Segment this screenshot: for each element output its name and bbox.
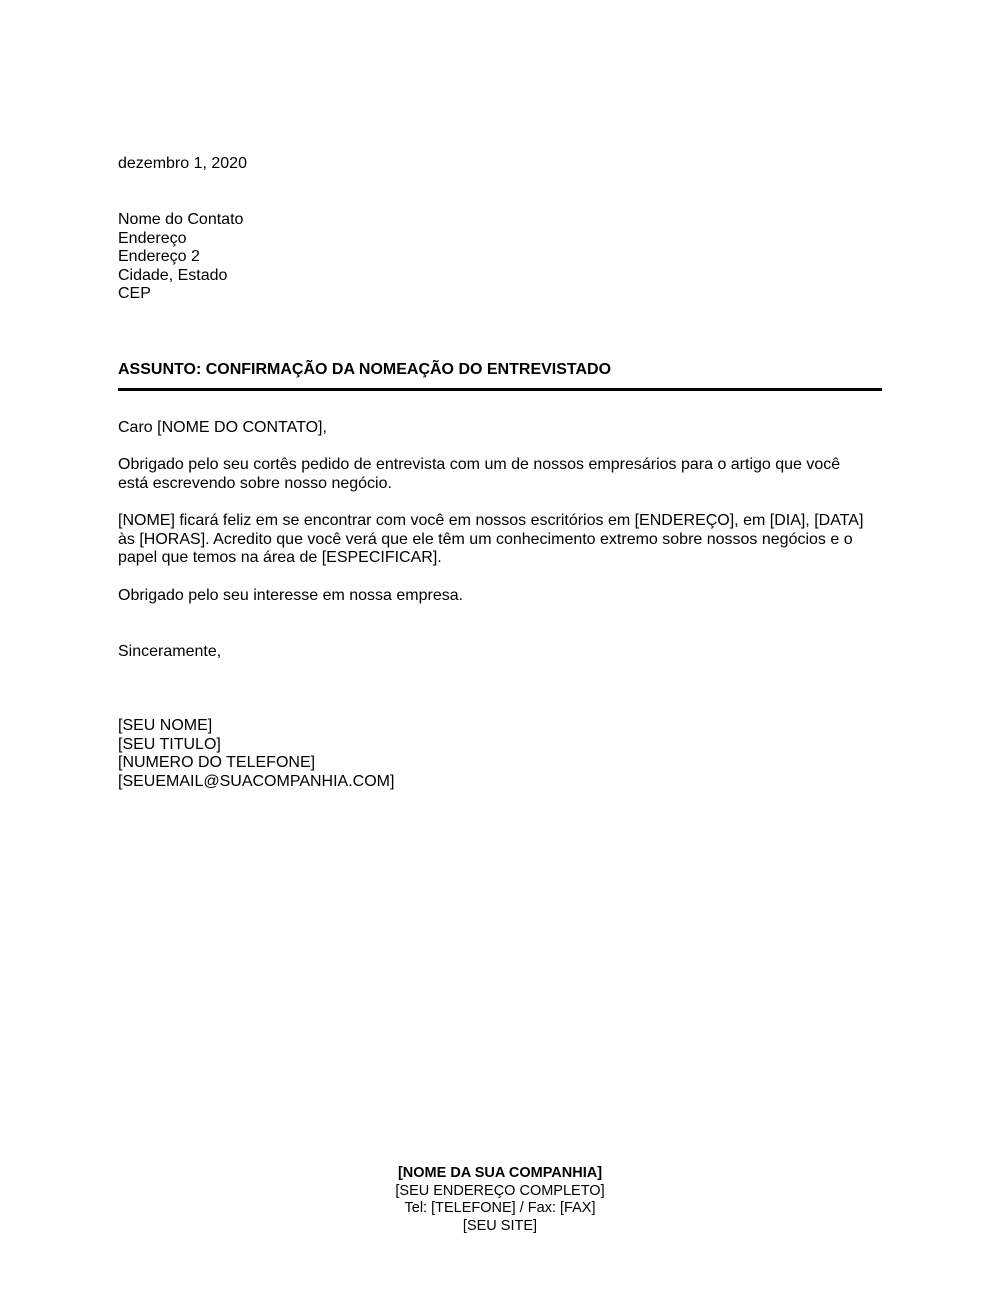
recipient-name: Nome do Contato [118,211,244,228]
recipient-address-line-1: Endereço [118,229,187,247]
body-paragraph-2 [118,512,878,568]
letter-date: dezembro 1, 2020 [118,155,247,172]
signature-block [118,717,884,791]
closing: Sinceramente, [118,643,222,660]
body-paragraph-3 [118,587,884,606]
company-footer [300,1165,700,1235]
body-paragraph-1 [118,456,868,493]
signature-phone: [NUMERO DO TELEFONE] [118,754,316,771]
recipient-address [118,211,884,304]
footer-company-name: [NOME DA SUA COMPANHIA] [397,1165,603,1181]
signature-name: [SEU NOME] [118,717,213,734]
signature-title: [SEU TITULO] [118,735,221,753]
recipient-zip: CEP [118,285,151,302]
footer-contact: Tel: [TELEFONE] / Fax: [FAX] [404,1200,596,1216]
signature-email: [SEUEMAIL@SUACOMPANHIA.COM] [118,772,395,790]
paragraph-text: Obrigado pelo seu interesse em nossa empresa. [118,587,464,604]
salutation: Caro [NOME DO CONTATO], [118,419,327,436]
recipient-city-state: Cidade, Estado [118,266,228,284]
paragraph-text: [NOME] ficará feliz em se encontrar com você em nossos escritórios em [ENDEREÇO], em [DIA], [DATA] às [HORAS]. Acredito que você verá que ele têm um conhecimento extremo sobre nossos negócios e o papel que temos na área de [ESPECIFICAR]. [118,512,864,566]
footer-site: [SEU SITE] [462,1217,538,1234]
paragraph-text: Obrigado pelo seu cortês pedido de entrevista com um de nossos empresários para o artigo que você está escrevendo sobre nosso negócio. [118,456,841,492]
footer-address: [SEU ENDEREÇO COMPLETO] [395,1182,605,1199]
recipient-address-line-2: Endereço 2 [118,248,200,265]
subject-line: ASSUNTO: CONFIRMAÇÃO DA NOMEAÇÃO DO ENTREVISTADO [118,361,882,391]
